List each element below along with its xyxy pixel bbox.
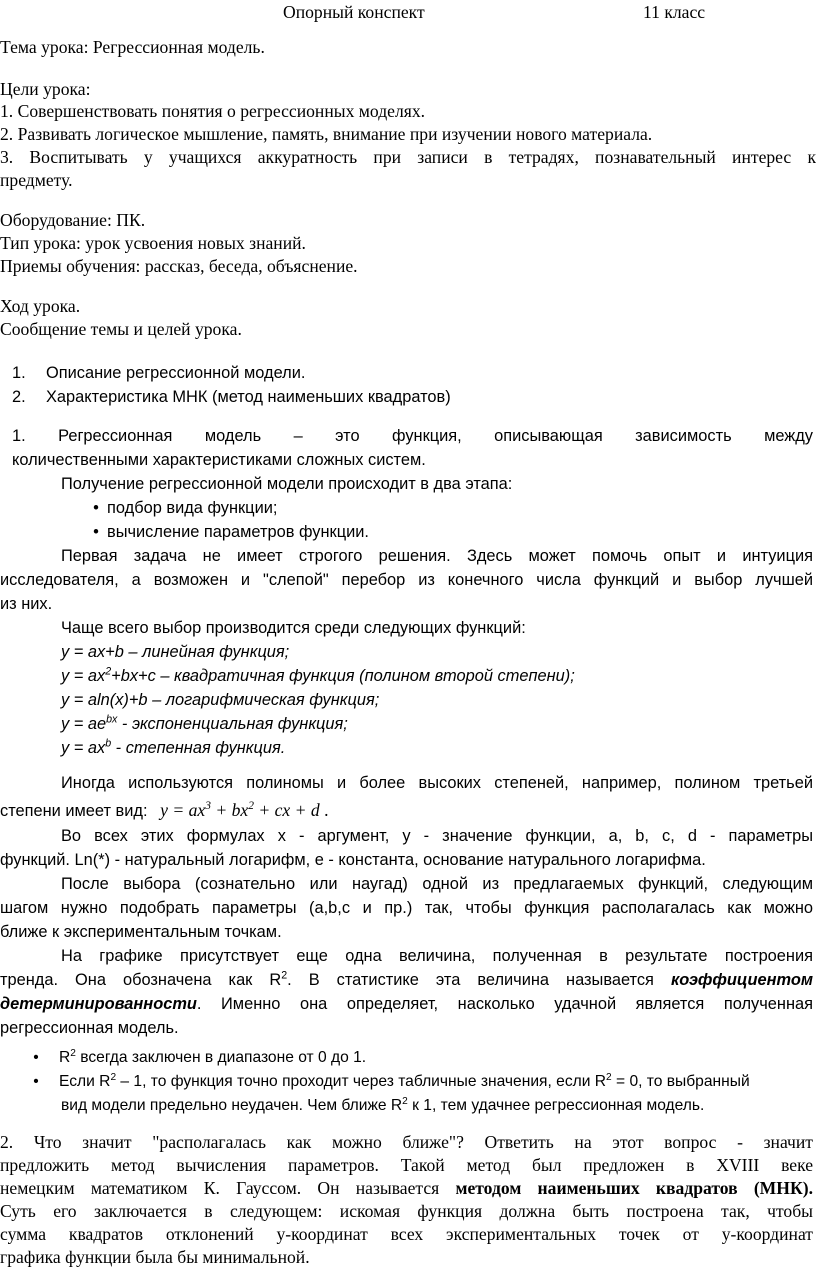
- formula-sup: b: [105, 737, 112, 750]
- header-grade: 11 класс: [643, 2, 706, 22]
- s1-polynomial-line1: Иногда используются полиномы и более высоких степеней, например, полином третьей: [61, 774, 813, 792]
- formula-text: .: [319, 800, 329, 820]
- function-quadratic: [61, 665, 816, 687]
- plan-number: 2.: [12, 388, 26, 406]
- text: . В статистике эта величина называется: [287, 971, 671, 989]
- goals-heading: Цели урока:: [0, 79, 91, 99]
- function-logarithmic: [61, 689, 816, 711]
- formula-text: y = aln(x)+b – логарифмическая функция;: [61, 691, 380, 709]
- method-name: методом наименьших квадратов (МНК).: [455, 1178, 813, 1198]
- formula-text: - экспоненциальная функция;: [117, 715, 348, 733]
- s1-paragraph3-line2: шагом нужно подобрать параметры (a,b,c и пр.) так, чтобы функция располагалась как можно: [0, 899, 813, 917]
- emphasis-term: детерминированности: [0, 995, 197, 1013]
- s1-paragraph4-line4: регрессионная модель.: [0, 1019, 179, 1037]
- s1-stages: Получение регрессионной модели происходит в два этапа:: [61, 475, 513, 493]
- s1-paragraph3-line1: После выбора (сознательно или наугад) одной из предлагаемых функций, следующим: [61, 875, 813, 893]
- formula-sup: 2: [105, 665, 112, 678]
- goal-1: 1. Совершенствовать понятия о регрессионных моделях.: [0, 101, 426, 121]
- s1-paragraph3-line3: ближе к экспериментальным точкам.: [0, 923, 282, 941]
- text-sup: 2: [606, 1071, 612, 1083]
- s2-line5: сумма квадратов отклонений y-координат всех экспериментальных точек от y-координат: [0, 1224, 813, 1244]
- text: – 1, то функция точно проходит через табличные значения, если R: [116, 1073, 607, 1090]
- plan-text: Характеристика МНК (метод наименьших квадратов): [46, 388, 451, 406]
- formula-text: +bx+c – квадратичная функция (полином второй степени);: [111, 667, 575, 685]
- plan-item-1: [0, 362, 816, 384]
- r2-bullet-1: [25, 1047, 816, 1069]
- s1-paragraph2-line1: Во всех этих формулах x - аргумент, y - значение функции, a, b, c, d - параметры: [61, 827, 813, 845]
- s1-paragraph1-line1: Первая задача не имеет строгого решения. Здесь может помочь опыт и интуиция: [61, 547, 813, 565]
- goal-3-line1: 3. Воспитывать у учащихся аккуратность при записи в тетрадях, познавательный интерес к: [0, 147, 816, 167]
- s2-line1: 2. Что значит "располагалась как можно ближе"? Ответить на этот вопрос - значит: [0, 1132, 813, 1152]
- formula-text: y = ax: [61, 667, 106, 685]
- formula-sup: 3: [205, 800, 211, 813]
- s1-definition-line2: количественными характеристиками сложных систем.: [12, 451, 426, 469]
- header-title: Опорный конспект: [283, 2, 425, 22]
- formula-text: y = ax: [61, 739, 106, 757]
- formula-text: - степенная функция.: [111, 739, 286, 757]
- text: всегда заключен в диапазоне от 0 до 1.: [75, 1049, 367, 1066]
- formula-sup: bx: [106, 713, 118, 726]
- s1-choice: Чаще всего выбор производится среди следующих функций:: [61, 619, 526, 637]
- s1-paragraph4-line2: [0, 969, 813, 991]
- bullet-text: [47, 1073, 750, 1090]
- text: Если R: [59, 1073, 111, 1090]
- equipment: Оборудование: ПК.: [0, 210, 146, 230]
- text: = 0, то выбранный: [611, 1073, 750, 1090]
- s2-line6: графика функции была бы минимальной.: [0, 1247, 310, 1267]
- r2-bullet-2-continued: [61, 1095, 816, 1117]
- teaching-methods: Приемы обучения: рассказ, беседа, объяснение.: [0, 256, 358, 276]
- topic-announcement: Сообщение темы и целей урока.: [0, 319, 242, 339]
- formula-text: y = ae: [61, 715, 107, 733]
- text-sup: 2: [281, 969, 288, 982]
- text: тренда. Она обозначена как R: [0, 971, 282, 989]
- bullet-text: вычисление параметров функции.: [107, 523, 369, 541]
- formula-text: y = ax+b – линейная функция;: [61, 643, 290, 661]
- formula-text: y = ax: [160, 800, 206, 820]
- plan-text: Описание регрессионной модели.: [46, 364, 306, 382]
- function-linear: [61, 641, 816, 663]
- goal-3-line2: предмету.: [0, 170, 73, 190]
- lesson-progress: Ход урока.: [0, 296, 81, 316]
- s1-bullet-2: [85, 521, 816, 543]
- s1-paragraph1-line3: из них.: [0, 595, 53, 613]
- text: немецким математиком К. Гауссом. Он называется: [0, 1178, 456, 1198]
- text: . Именно она определяет, насколько удачной является полученная: [196, 995, 813, 1013]
- s1-paragraph4-line1: На графике присутствует еще одна величина, полученная в результате построения: [61, 947, 813, 965]
- s2-line2: предложить метод вычисления параметров. Такой метод был предложен в XVIII веке: [0, 1155, 813, 1175]
- plan-number: 1.: [12, 364, 26, 382]
- text: вид модели предельно неудачен. Чем ближе R: [61, 1097, 403, 1114]
- bullet-text: [47, 1049, 366, 1066]
- s1-paragraph2-line2: функций. Ln(*) - натуральный логарифм, e - константа, основание натурального логарифма.: [0, 851, 706, 869]
- text: к 1, тем удачнее регрессионная модель.: [407, 1097, 705, 1114]
- plan-item-2: [0, 386, 816, 408]
- emphasis-term: коэффициентом: [670, 971, 813, 989]
- formula-text: + cx + d: [253, 800, 320, 820]
- bullet-icon: •: [33, 1049, 39, 1066]
- s1-definition-line1: 1. Регрессионная модель – это функция, описывающая зависимость между: [12, 427, 813, 445]
- bullet-icon: •: [93, 499, 99, 517]
- text-sup: 2: [70, 1047, 76, 1059]
- r2-bullet-2: [25, 1071, 816, 1093]
- text-sup: 2: [110, 1071, 117, 1083]
- formula-text: + bx: [210, 800, 249, 820]
- polynomial-intro: степени имеет вид:: [0, 802, 148, 820]
- bullet-text: подбор вида функции;: [107, 499, 278, 517]
- text-sup: 2: [402, 1095, 408, 1107]
- bullet-icon: •: [93, 523, 99, 541]
- s1-paragraph4-line3: [0, 993, 813, 1015]
- lesson-type: Тип урока: урок усвоения новых знаний.: [0, 233, 306, 253]
- s1-paragraph1-line2: исследователя, а возможен и "слепой" перебор из конечного числа функций и выбор лучшей: [0, 571, 813, 589]
- text: R: [59, 1049, 71, 1066]
- s2-line3: [0, 1177, 813, 1199]
- function-exponential: [61, 713, 816, 735]
- s2-line4: Суть его заключается в следующем: искомая функция должна быть построена так, чтобы: [0, 1201, 813, 1221]
- lesson-topic: Тема урока: Регрессионная модель.: [0, 37, 265, 57]
- goal-2: 2. Развивать логическое мышление, память, внимание при изучении нового материала.: [0, 124, 653, 144]
- cubic-formula: [160, 800, 328, 820]
- s1-polynomial-line2: [0, 799, 816, 822]
- formula-sup: 2: [248, 800, 254, 813]
- function-power: [61, 737, 816, 759]
- bullet-icon: •: [33, 1073, 39, 1090]
- s1-bullet-1: [85, 497, 816, 519]
